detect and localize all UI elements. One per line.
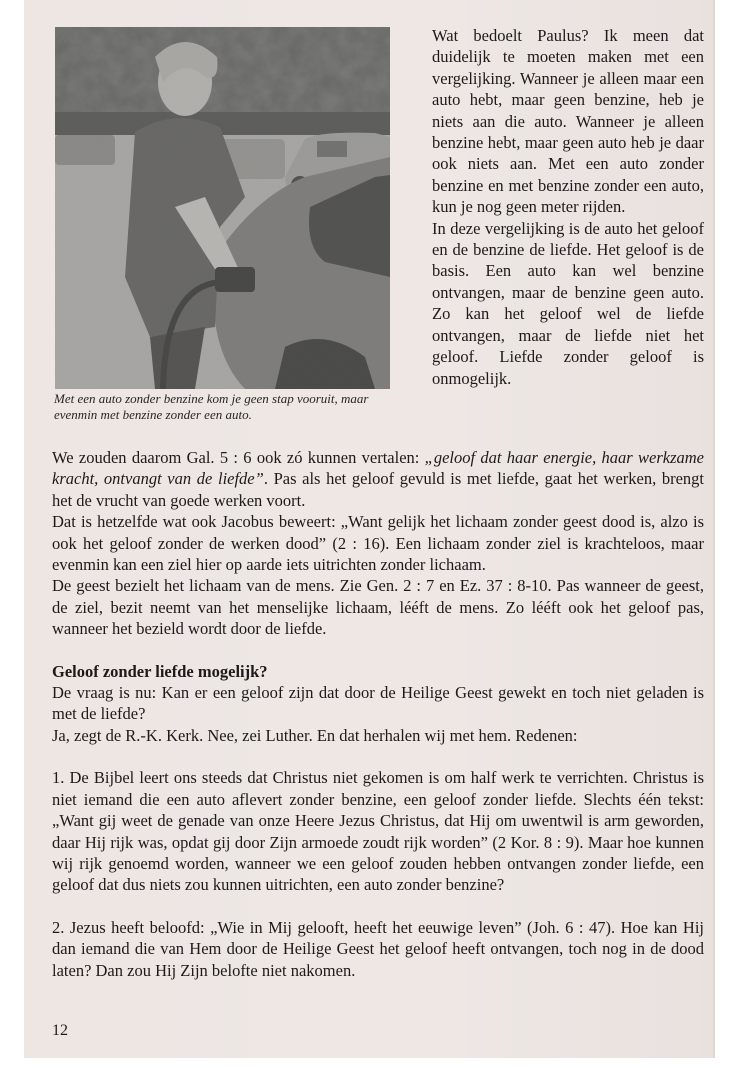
main-body — [52, 447, 704, 981]
paragraph-vraag: De vraag is nu: Kan er een geloof zijn dat door de Heilige Geest gewekt en toch niet geladen is met de liefde? — [52, 683, 704, 724]
spacer — [52, 896, 704, 917]
spacer — [52, 640, 704, 661]
side-paragraph-2: In deze vergelijking is de auto het geloof en de benzine de liefde. Het geloof is de basis. Een auto kan wel benzine ontvangen, maar de benzine geen auto. Zo kan het geloof wel de liefde ontvangen, maar de liefde niet het geloof. Liefde zonder geloof is onmogelijk. — [432, 218, 704, 388]
numbered-point-1: 1. De Bijbel leert ons steeds dat Christus niet gekomen is om half werk te verrichten. Christus is niet iemand die een auto aflevert zonder benzine, een geloof zonder liefde. Slechts één tekst: „Want gij weet de genade van onze Heere Jezus Christus, dat Hij om uwentwil is arm geworden, daar Hij rijk was, opdat gij door Zijn armoede zoudt rijk worden” (2 Kor. 8 : 9). Maar hoe kunnen wij rijk genoemd worden, wanneer we een geloof zouden hebben ontvangen zonder liefde, een geloof dat dus niets zou kunnen uitrichten, een auto zonder benzine? — [52, 768, 704, 895]
galatians-quote: „geloof dat haar energie, haar werkzame kracht, ontvangt van de liefde” — [52, 448, 704, 489]
paragraph-redenen: Ja, zegt de R.-K. Kerk. Nee, zei Luther. En dat herhalen wij met hem. Redenen: — [52, 725, 578, 745]
photo-caption: Met een auto zonder benzine kom je geen stap vooruit, maar evenmin met benzine zonder een auto. — [54, 391, 369, 422]
paragraph-galatians-intro: We zouden daarom Gal. 5 : 6 ook zó kunnen vertalen: — [52, 448, 425, 467]
side-column — [432, 25, 704, 389]
paragraph-galatians-rest: . Pas als het geloof gevuld is met liefde, gaat het werken, brengt het de vrucht van goede werken voort. — [52, 469, 704, 510]
photo-image — [55, 27, 390, 389]
paragraph-geest: De geest bezielt het lichaam van de mens. Zie Gen. 2 : 7 en Ez. 37 : 8-10. Pas wanneer de geest, de ziel, bezit neemt van het menselijke lichaam, lééft de mens. Zo lééft ook het geloof pas, wanneer het bezield wordt door de liefde. — [52, 576, 704, 639]
section-heading: Geloof zonder liefde mogelijk? — [52, 661, 268, 681]
numbered-point-2: 2. Jezus heeft beloofd: „Wie in Mij gelooft, heeft het eeuwige leven” (Joh. 6 : 47). Hoe kan Hij dan iemand die van Hem door de Heilige Geest het geloof heeft ontvangen, toch nog in de dood laten? Dan zou Hij Zijn belofte niet nakomen. — [52, 917, 704, 980]
spacer — [52, 746, 704, 767]
photo-man-refueling-car — [55, 27, 390, 389]
page-number: 12 — [52, 1022, 68, 1039]
side-paragraph-1: Wat bedoelt Paulus? Ik meen dat duidelijk te moeten maken met een vergelijking. Wanneer je alleen maar een auto hebt, maar geen benzine, heb je niets aan die auto. Wanneer je alleen benzine hebt, maar geen auto heb je daar ook niets aan. Met een auto zonder benzine en met benzine zonder een auto, kun je nog geen meter rijden. — [432, 26, 704, 217]
paragraph-galatians — [52, 447, 704, 511]
paragraph-jacobus: Dat is hetzelfde wat ook Jacobus beweert: „Want gelijk het lichaam zonder geest dood is, alzo is ook het geloof zonder de werken dood” (2 : 16). Een lichaam zonder ziel is krachteloos, maar evenmin kan een ziel hier op aarde iets uitrichten zonder lichaam. — [52, 512, 704, 575]
book-page — [24, 0, 713, 1058]
